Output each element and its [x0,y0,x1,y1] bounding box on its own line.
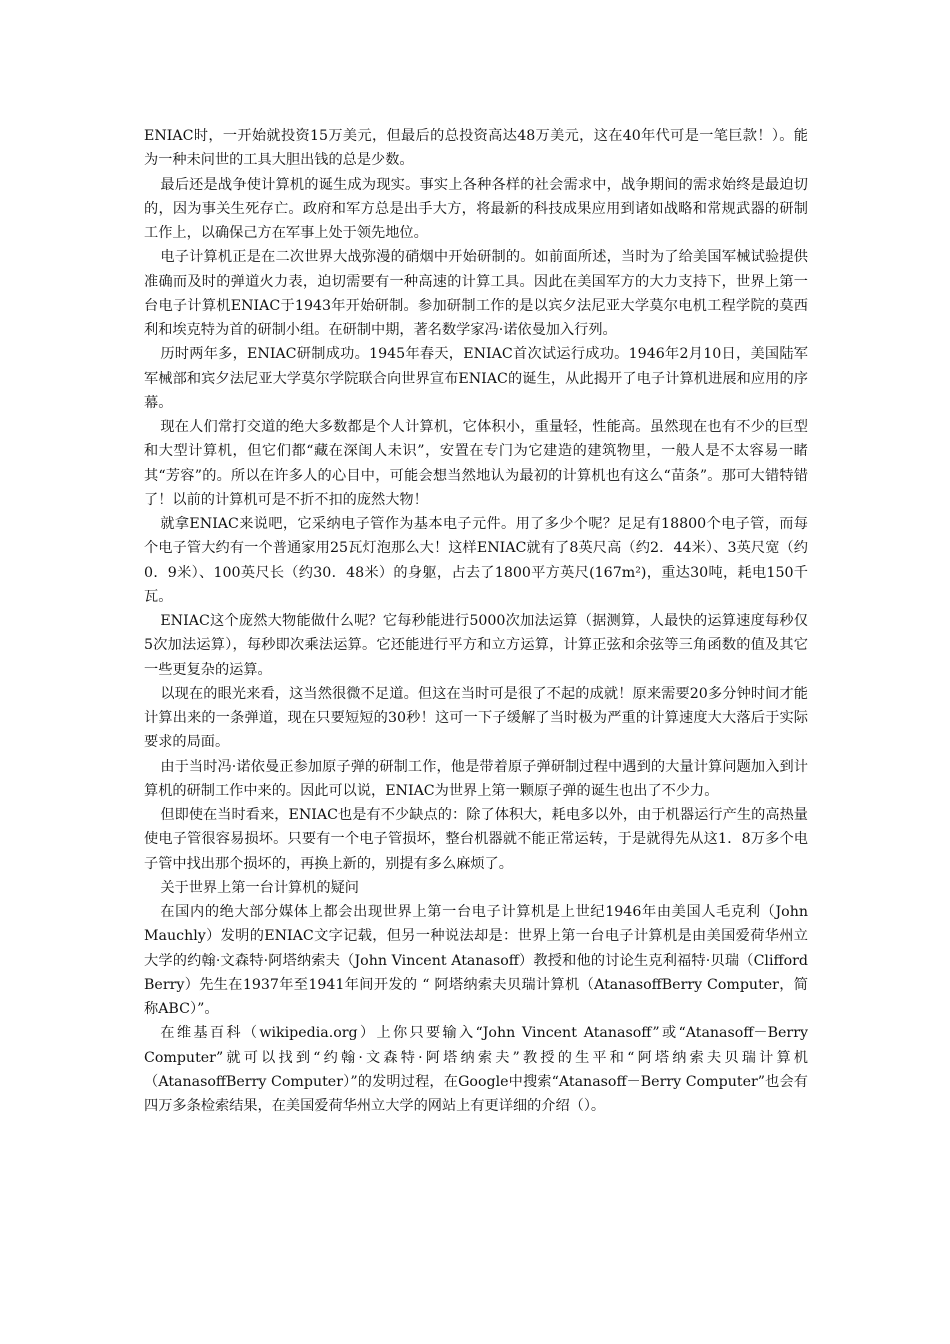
paragraph-eniac-investment: ENIAC时，一开始就投资15万美元，但最后的总投资高达48万美元，这在40年代可是一笔巨款！）。能为一种未问世的工具大胆出钱的总是少数。 [144,128,808,169]
paragraph-atomic-bomb: 由于当时冯·诺依曼正参加原子弹的研制工作，他是带着原子弹研制过程中遇到的大量计算问题加入到计算机的研制工作中来的。因此可以说，ENIAC为世界上第一颗原子弹的诞生也出了不少力。 [144,758,808,799]
paragraph-war-demand: 最后还是战争使计算机的诞生成为现实。事实上各种各样的社会需求中，战争期间的需求始终是最迫切的，因为事关生死存亡。政府和军方总是出手大方，将最新的科技成果应用到诸如战略和常规武器的研制工作上，以确保己方在军事上处于领先地位。 [144,176,808,241]
paragraph-eniac-success: 历时两年多，ENIAC研制成功。1945年春天，ENIAC首次试运行成功。1946年2月10日，美国陆军军械部和宾夕法尼亚大学莫尔学院联合向世界宣布ENIAC的诞生，从此揭开了电子计算机进展和应用的序幕。 [144,346,808,411]
paragraph-eniac-development: 电子计算机正是在二次世界大战弥漫的硝烟中开始研制的。如前面所述，当时为了给美国军械试验提供准确而及时的弹道火力表，迫切需要有一种高速的计算工具。因此在美国军方的大力支持下，世界上第一台电子计算机ENIAC于1943年开始研制。参加研制工作的是以宾夕法尼亚大学莫尔电机工程学院的莫西利和埃克特为首的研制小组。在研制中期，著名数学家冯·诺依曼加入行列。 [144,249,808,338]
document-body [144,124,808,1118]
paragraph-shortcomings: 但即使在当时看来，ENIAC也是有不少缺点的：除了体积大，耗电多以外，由于机器运行产生的高热量使电子管很容易损坏。只要有一个电子管损坏，整台机器就不能正常运转，于是就得先从这1．8万多个电子管中找出那个损坏的，再换上新的，别提有多么麻烦了。 [144,807,808,872]
paragraph-achievement: 以现在的眼光来看，这当然很微不足道。但这在当时可是很了不起的成就！原来需要20多分钟时间才能计算出来的一条弹道，现在只要短短的30秒！这可一下子缓解了当时极为严重的计算速度大大落后于实际要求的局面。 [144,685,808,751]
paragraph-eniac-speed: ENIAC这个庞然大物能做什么呢？它每秒能进行5000次加法运算（据测算，人最快的运算速度每秒仅5次加法运算），每秒即次乘法运算。它还能进行平方和立方运算，计算正弦和余弦等三角函数的值及其它一些更复杂的运算。 [144,613,808,678]
section-heading-first-computer: 关于世界上第一台计算机的疑问 [160,879,359,896]
paragraph-wikipedia: 在维基百科（wikipedia.org）上你只要输入“John Vincent Atanasoff”或“Atanasoff－Berry Computer”就可以找到“约翰·文森特·阿塔纳索夫”教授的生平和“阿塔纳索夫贝瑞计算机（AtanasoffBerry Computer）”的发明过程，在Google中搜索“Atanasoff－Berry Computer”也会有四万多条检索结果，在美国爱荷华州立大学的网站上有更详细的介绍（）。 [144,1025,808,1114]
paragraph-abc-computer: 在国内的绝大部分媒体上都会出现世界上第一台电子计算机是上世纪1946年由美国人毛克利（John Mauchly）发明的ENIAC文字记载，但另一种说法却是：世界上第一台电子计算机是由美国爱荷华州立大学的约翰·文森特·阿塔纳索夫（John Vincent Atanasoff）教授和他的讨论生克利福特·贝瑞（Clifford Berry）先生在1937年至1941年间开发的 “ 阿塔纳索夫贝瑞计算机（AtanasoffBerry Computer，简称ABC）”。 [144,904,808,1017]
paragraph-personal-computers: 现在人们常打交道的绝大多数都是个人计算机，它体积小，重量轻，性能高。虽然现在也有不少的巨型和大型计算机，但它们都“藏在深闺人未识”，安置在专门为它建造的建筑物里，一般人是不太容易一睹其“芳容”的。所以在许多人的心目中，可能会想当然地认为最初的计算机也有这么“苗条”。那可大错特错了！以前的计算机可是不折不扣的庞然大物！ [144,419,808,508]
paragraph-eniac-size: 就拿ENIAC来说吧，它采纳电子管作为基本电子元件。用了多少个呢？足足有18800个电子管，而每个电子管大约有一个普通家用25瓦灯泡那么大！这样ENIAC就有了8英尺高（约2．44米）、3英尺宽（约0．9米）、100英尺长（约30．48米）的身躯，占去了1800平方英尺(167m²)，重达30吨，耗电150千瓦。 [144,516,808,605]
